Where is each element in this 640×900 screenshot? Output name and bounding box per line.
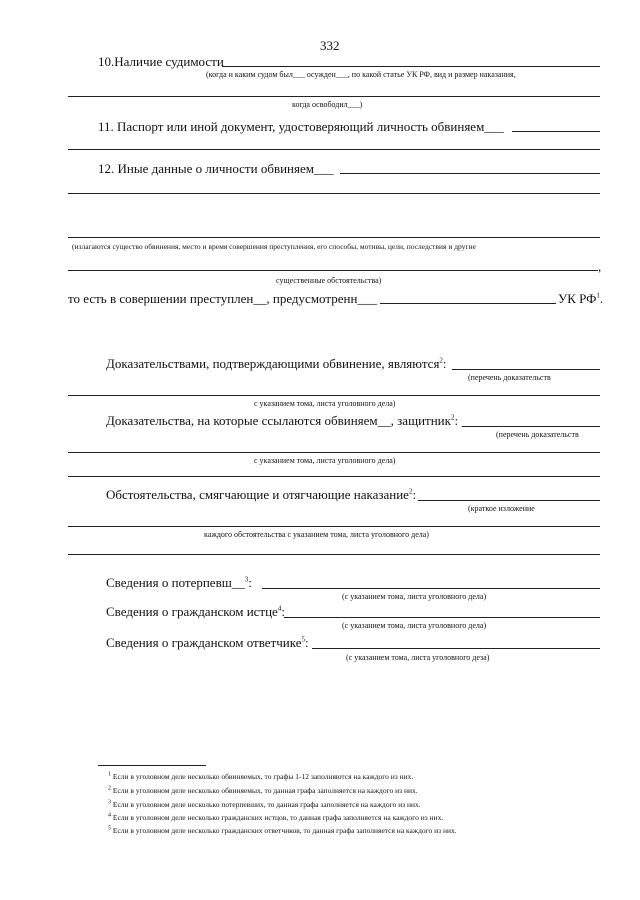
circumstances-label: Обстоятельства, смягчающие и отягчающие наказание$^2$:	[106, 487, 417, 502]
civil-defendant-line[interactable]	[312, 648, 600, 649]
evidence-hint-1: (перечень доказательств	[468, 373, 551, 382]
defense-evidence-line-3[interactable]	[68, 476, 600, 477]
circumstances-line-2[interactable]	[68, 526, 600, 527]
circumstances-hint-1: (краткое изложение	[468, 504, 535, 513]
passport-line[interactable]	[512, 131, 600, 132]
circumstances-hint-2: каждого обстоятельства с указанием тома, листа уголовного дела)	[204, 530, 429, 539]
other-data-label: 12. Иные данные о личности обвиняем___	[98, 161, 334, 176]
criminal-record-hint: (когда и каким судом был___ осужден___, по какой статье УК РФ, вид и размер наказания,	[206, 70, 516, 79]
civil-plaintiff-label: Сведения о гражданском истце$^4$:	[106, 604, 285, 619]
civil-plaintiff-hint: (с указанием тома, листа уголовного дела)	[342, 621, 487, 630]
criminal-record-hint-2: когда освободил___)	[292, 100, 363, 109]
footnote-separator	[98, 765, 206, 766]
circumstances-line-3[interactable]	[68, 554, 600, 555]
criminal-record-line[interactable]	[222, 66, 600, 67]
victim-hint: (с указанием тома, листа уголовного дела)	[342, 592, 487, 601]
evidence-line-2[interactable]	[68, 395, 600, 396]
footnote-1: $^1$ Если в уголовном деле несколько обвиняемых, то графы 1-12 заполняются на каждого из них.	[108, 771, 414, 781]
criminal-record-label: 10.Наличие судимости	[98, 54, 224, 69]
defense-evidence-hint-1: (перечень доказательств	[496, 430, 579, 439]
charge-line-1[interactable]	[68, 237, 600, 238]
victim-line[interactable]	[262, 588, 600, 589]
page-number: 332	[320, 38, 340, 53]
civil-defendant-label: Сведения о гражданском ответчике$^5$:	[106, 635, 309, 650]
defense-evidence-hint-2: с указанием тома, листа уголовного дела)	[254, 456, 396, 465]
code-reference: УК $РФ^1$.	[558, 291, 604, 306]
footnote-4: $^4$ Если в уголовном деле несколько гражданских истцов, то данная графа заполняется на каждого из них.	[108, 812, 444, 822]
circumstances-line[interactable]	[418, 500, 600, 501]
civil-defendant-hint: (с указанием тома, листа уголовного деза)	[346, 653, 490, 662]
other-data-line[interactable]	[340, 173, 600, 174]
civil-plaintiff-line[interactable]	[284, 617, 600, 618]
evidence-label: Доказательствами, подтверждающими обвинение, являются$^2$:	[106, 356, 447, 371]
charge-article-line[interactable]	[380, 303, 556, 304]
charge-hint-1: (излагаются существо обвинения, место и время совершения преступления, его способы, мотивы, цели, последствия и другие	[72, 242, 476, 251]
footnote-3: $^3$ Если в уголовном деле несколько потерпевших, то данная графа заполняется на каждого из них.	[108, 799, 421, 809]
charge-hint-2: существенные обстоятельства)	[276, 276, 382, 285]
victim-label: Сведения о потерпевш__$^3$:	[106, 575, 252, 590]
evidence-hint-2: с указанием тома, листа уголовного дела)	[254, 399, 396, 408]
charge-comma: ,	[598, 259, 602, 274]
footnote-5: $^5$ Если в уголовном деле несколько гражданских ответчиков, то данная графа заполняется на каждого из них.	[108, 825, 457, 835]
charge-line-2[interactable]	[68, 270, 598, 271]
criminal-record-line-2[interactable]	[68, 96, 600, 97]
other-data-line-2[interactable]	[68, 193, 600, 194]
defense-evidence-line-2[interactable]	[68, 452, 600, 453]
evidence-line[interactable]	[452, 369, 600, 370]
charge-statement: то есть в совершении преступлен__, предусмотренн___	[68, 291, 377, 306]
passport-line-2[interactable]	[68, 149, 600, 150]
passport-label: 11. Паспорт или иной документ, удостоверяющий личность обвиняем___	[98, 119, 504, 134]
defense-evidence-label: Доказательства, на которые ссылаются обвиняем__, защитник$^2$:	[106, 413, 459, 428]
defense-evidence-line[interactable]	[462, 426, 600, 427]
footnote-2: $^2$ Если в уголовном деле несколько обвиняемых, то данная графа заполняется на каждого из них.	[108, 785, 418, 795]
